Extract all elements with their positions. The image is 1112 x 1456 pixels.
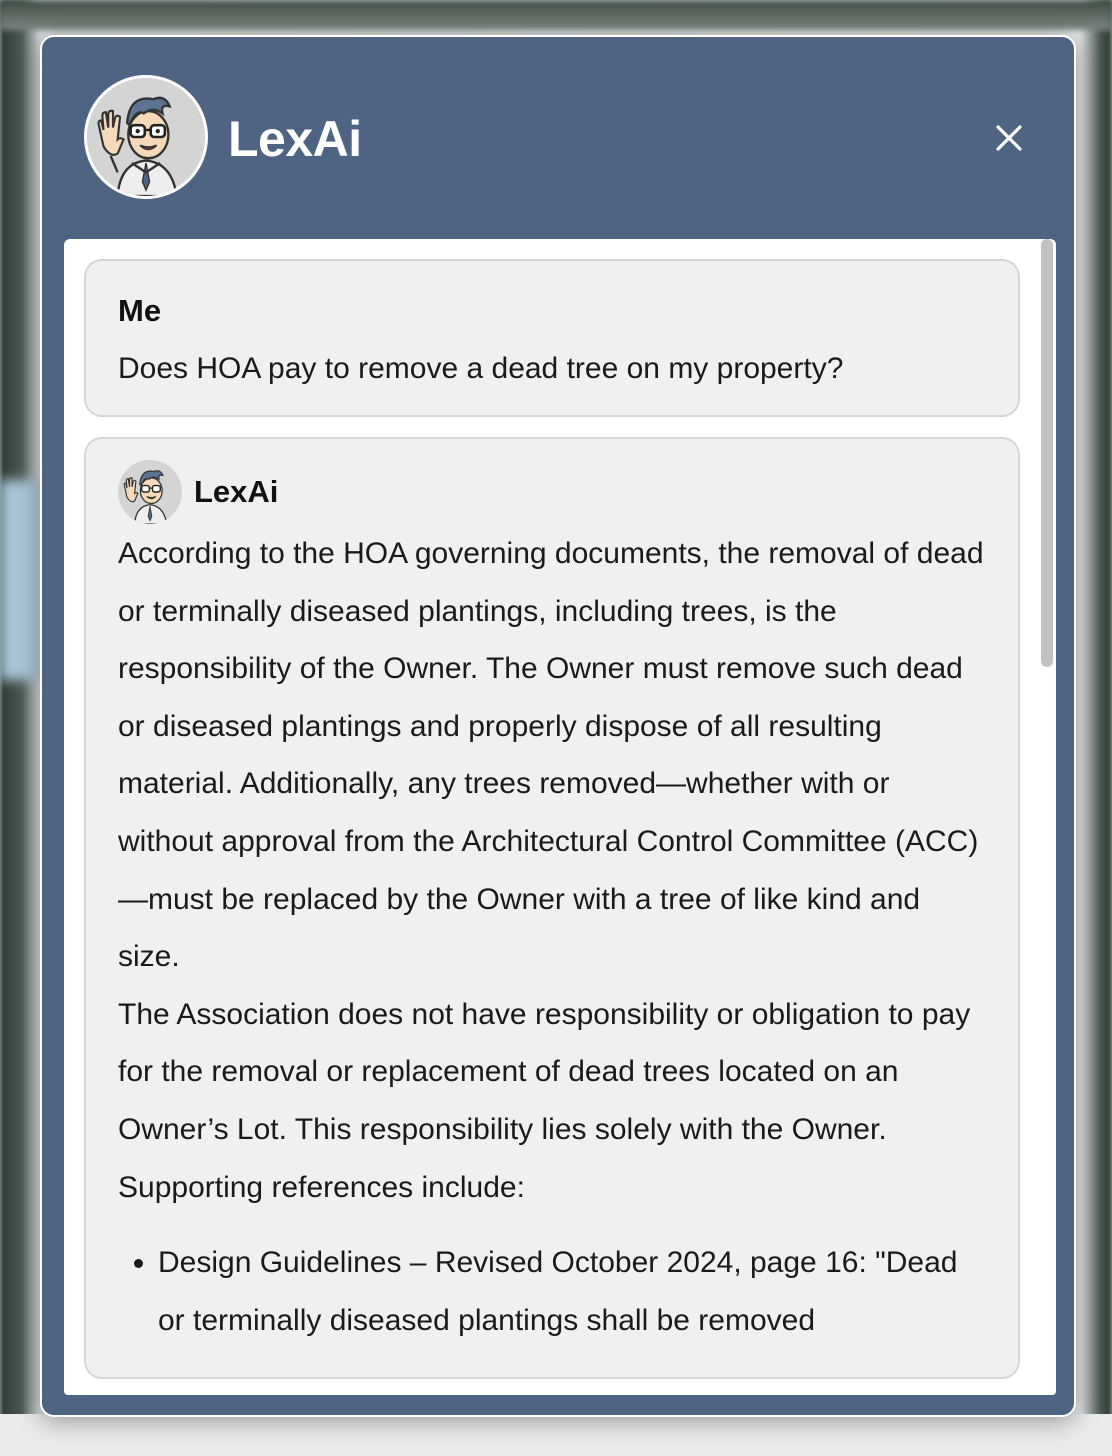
assistant-avatar [84,75,208,199]
message-list [84,259,1020,1395]
assistant-message-header [118,459,986,525]
user-message [84,259,1020,417]
assistant-avatar-small [118,460,182,524]
message-sender: Me [118,293,162,328]
waving-cartoon-man-icon [118,460,182,524]
reference-list [118,1234,986,1349]
message-text: Does HOA pay to remove a dead tree on my property? [118,352,844,385]
message-paragraph: Supporting references include: [118,1170,525,1204]
message-paragraph: The Association does not have responsibility or obligation to pay for the removal or replacement of dead trees located on an Owner’s Lot. This responsibility lies solely with the Owner. [118,997,971,1146]
chat-header [42,37,1074,237]
background-top-strip [0,0,1112,30]
message-body [118,525,986,1349]
message-paragraph: According to the HOA governing documents, the removal of dead or terminally diseased plantings, including trees, is the responsibility of the Owner. The Owner must remove such dead or diseased plantings and properly dispose of all resulting material. Additionally, any trees removed—whether with or without approval from the Architectural Control Committee (ACC)—must be replaced by the Owner with a tree of like kind and size. [118,537,984,974]
chat-message-area[interactable] [64,239,1056,1395]
chat-scrollbar[interactable] [1036,239,1056,1395]
waving-cartoon-man-icon [87,78,205,196]
close-button[interactable] [988,117,1030,159]
reference-item: • Design Guidelines – Revised October 2024, page 16: "Dead or terminally diseased plantings shall be removed [158,1234,986,1349]
chat-modal [40,35,1076,1417]
chat-title: LexAi [228,111,362,167]
scrollbar-thumb[interactable] [1041,239,1053,667]
background-blur-shape [0,480,40,680]
close-icon [988,117,1030,159]
message-sender: LexAi [194,474,279,509]
assistant-message [84,437,1020,1379]
background-bottom-strip [0,1414,1112,1456]
